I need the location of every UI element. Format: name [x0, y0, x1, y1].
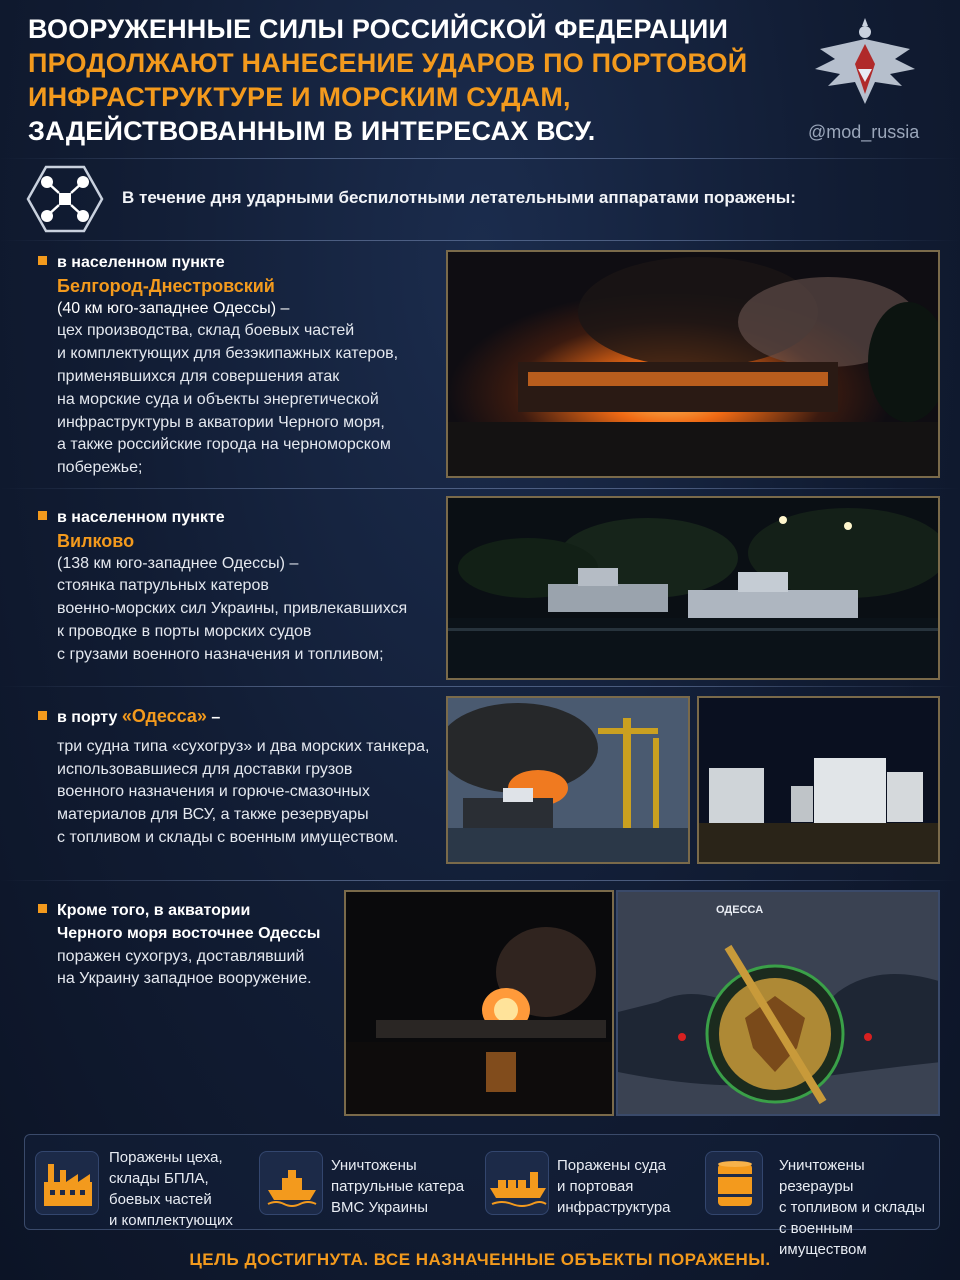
footer-conclusion: ЦЕЛЬ ДОСТИГНУТА. ВСЕ НАЗНАЧЕННЫЕ ОБЪЕКТЫ ПОРАЖЕНЫ.	[189, 1250, 771, 1269]
target-line: военно-морских сил Украины, привлекавшихся	[57, 600, 408, 618]
summary-panel	[24, 1134, 940, 1258]
target-line: и комплектующих для безэкипажных катеров,	[57, 345, 399, 363]
divider	[0, 880, 960, 881]
summary-line: боевых частей	[109, 1191, 212, 1208]
summary-line: с топливом и склады	[779, 1199, 925, 1216]
summary-line: Поражены цеха,	[109, 1149, 223, 1166]
location-name: восточнее Одессы	[171, 924, 321, 942]
photo-factory-fire	[446, 250, 940, 478]
summary-line: инфраструктура	[557, 1199, 671, 1216]
cargo-ship-icon	[485, 1151, 549, 1215]
summary-item	[705, 1135, 935, 1258]
summary-line: патрульные катера	[331, 1178, 465, 1195]
summary-line: склады БПЛА,	[109, 1170, 209, 1187]
distance-text: (138 км юго-западнее Одессы) –	[57, 554, 299, 572]
bullet-marker	[38, 904, 47, 913]
target-line: стоянка патрульных катеров	[57, 577, 269, 595]
section-prefix: в населенном пункте	[57, 254, 225, 271]
target-line: использовавшиеся для доставки грузов	[57, 760, 353, 778]
photo-port-cranes-fire	[446, 696, 690, 864]
section-odessa-port	[38, 705, 448, 850]
target-line: на морские суда и объекты энергетической	[57, 390, 379, 408]
target-line: три судна типа «сухогруз» и два морских танкера,	[57, 737, 430, 755]
target-line: цех производства, склад боевых частей	[57, 322, 355, 340]
text-line: поражен сухогруз, доставлявший	[57, 947, 305, 965]
location-name: Белгород-Днестровский	[57, 275, 275, 296]
photo-patrol-boats	[446, 496, 940, 680]
social-handle: @mod_russia	[808, 122, 920, 142]
divider	[0, 488, 960, 489]
section-prefix: в населенном пункте	[57, 509, 225, 526]
section-belgorod-dnestrovsky	[38, 252, 438, 480]
summary-item	[35, 1135, 255, 1231]
intro-text: В течение дня ударными беспилотными летательными аппаратами поражены:	[122, 188, 796, 207]
patrol-boat-icon	[259, 1151, 323, 1215]
text-line: на Украину западное вооружение.	[57, 970, 312, 988]
map-label-odessa: ОДЕССА	[716, 904, 764, 916]
section-black-sea	[38, 900, 338, 991]
target-line: с топливом и склады с военным имуществом.	[57, 828, 399, 846]
target-line: побережье;	[57, 459, 143, 477]
summary-line: и портовая	[557, 1178, 634, 1195]
summary-line: с военным имуществом	[779, 1220, 867, 1258]
summary-line: Уничтожены	[331, 1157, 417, 1174]
summary-line: Уничтожены резерауры	[779, 1157, 865, 1195]
target-line: инфраструктуры в акватории Черного моря,	[57, 413, 385, 431]
target-line: материалов для ВСУ, а также резервуары	[57, 806, 369, 824]
title-line-1: ВООРУЖЕННЫЕ СИЛЫ РОССИЙСКОЙ ФЕДЕРАЦИИ	[28, 14, 729, 44]
title-line-4: ЗАДЕЙСТВОВАННЫМ В ИНТЕРЕСАХ ВСУ.	[28, 116, 596, 146]
photo-cargo-ship-fire	[344, 890, 614, 1116]
title-line-2: ПРОДОЛЖАЮТ НАНЕСЕНИЕ УДАРОВ ПО ПОРТОВОЙ	[28, 48, 748, 78]
divider	[0, 158, 960, 159]
target-line: с грузами военного назначения и топливом;	[57, 645, 384, 663]
location-name: «Одесса»	[121, 706, 207, 726]
section-vilkovo	[38, 507, 438, 667]
target-line: к проводке в порты морских судов	[57, 622, 312, 640]
factory-icon	[35, 1151, 99, 1215]
summary-line: ВМС Украины	[331, 1199, 429, 1216]
distance-text: (40 км юго-западнее Одессы) –	[57, 299, 290, 317]
fuel-barrel-icon	[705, 1151, 763, 1215]
photo-fuel-tanks	[697, 696, 940, 864]
summary-line: и комплектующих	[109, 1212, 233, 1229]
map-black-sea	[616, 890, 940, 1116]
summary-item	[485, 1135, 695, 1231]
bullet-marker	[38, 256, 47, 265]
target-line: а также российские города на черноморском	[57, 436, 391, 454]
location-name: Вилково	[57, 530, 135, 551]
text-line: Черного моря	[57, 924, 168, 942]
text-line: Кроме того, в акватории	[57, 902, 251, 919]
dash: –	[206, 709, 221, 726]
summary-item	[259, 1135, 479, 1231]
summary-line: Поражены суда	[557, 1157, 667, 1174]
eagle-emblem-icon	[800, 14, 930, 124]
header	[28, 12, 788, 148]
drone-icon	[26, 165, 104, 233]
bullet-marker	[38, 511, 47, 520]
target-line: военного назначения и горюче-смазочных	[57, 783, 370, 801]
bullet-marker	[38, 711, 47, 720]
divider	[0, 240, 960, 241]
title-line-3: ИНФРАСТРУКТУРЕ И МОРСКИМ СУДАМ,	[28, 82, 571, 112]
divider	[0, 686, 960, 687]
target-line: применявшихся для совершения атак	[57, 367, 340, 385]
section-prefix: в порту	[57, 709, 118, 726]
